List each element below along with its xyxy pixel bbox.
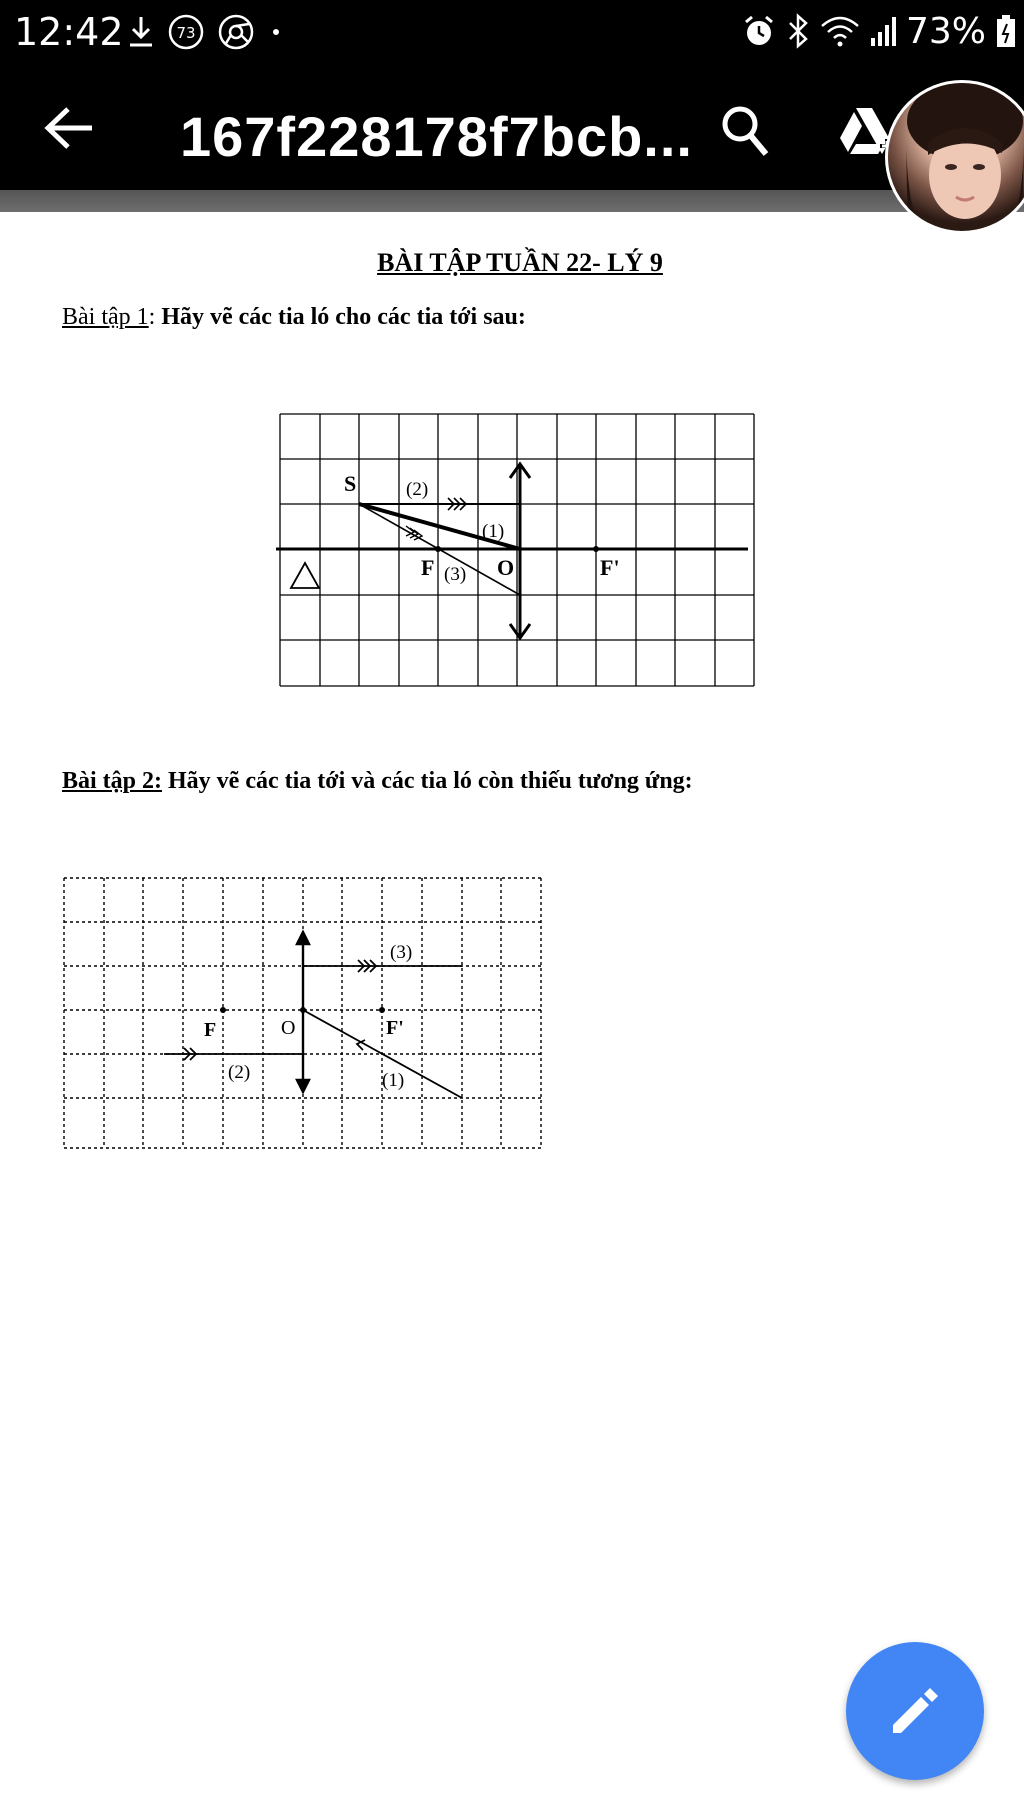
exercise-1-separator: : xyxy=(148,304,162,330)
alarm-icon xyxy=(742,14,776,48)
exercise-1-label: Bài tập 1 xyxy=(62,304,149,330)
exercise-2-heading xyxy=(62,768,693,795)
battery-percent: 73% xyxy=(905,10,986,52)
exercise-2-diagram xyxy=(60,872,550,1152)
label-ray-2: (2) xyxy=(406,479,429,500)
label-f: F xyxy=(421,555,435,580)
battery-icon xyxy=(996,14,1016,48)
toolbar-shadow xyxy=(0,190,1024,212)
back-arrow-icon[interactable] xyxy=(44,106,96,150)
focal-point-f-dot xyxy=(220,1007,226,1013)
exercise-1-diagram xyxy=(276,408,762,692)
notification-badge-count: 73 xyxy=(176,24,196,42)
focal-point-f-prime-dot xyxy=(379,1007,385,1013)
exercise-1-heading xyxy=(62,304,526,331)
focal-point-f-prime-dot xyxy=(593,546,599,552)
edit-button[interactable] xyxy=(846,1642,984,1780)
label-ray-1: (1) xyxy=(382,1070,405,1091)
label-f-prime: F' xyxy=(386,1017,404,1039)
diverging-lens xyxy=(510,464,530,638)
app-toolbar xyxy=(0,64,1024,190)
status-bar xyxy=(0,0,1024,64)
notification-badge-icon xyxy=(168,14,204,50)
lens-symbol xyxy=(291,563,319,588)
edit-pencil-icon xyxy=(885,1681,945,1741)
worksheet-title: BÀI TẬP TUẦN 22- LÝ 9 xyxy=(377,248,663,277)
exercise-2-label: Bài tập 2: xyxy=(62,768,163,794)
status-time: 12:42 xyxy=(14,10,124,54)
label-f: F xyxy=(204,1019,217,1041)
signal-icon xyxy=(870,14,896,48)
search-icon[interactable] xyxy=(720,104,770,158)
wifi-icon xyxy=(820,14,860,48)
chrome-icon xyxy=(218,14,254,50)
label-ray-2: (2) xyxy=(228,1062,251,1083)
label-o: O xyxy=(497,555,515,580)
download-icon xyxy=(128,15,154,49)
label-ray-3: (3) xyxy=(444,564,467,585)
focal-point-f-dot xyxy=(435,546,441,552)
label-f-prime: F' xyxy=(600,555,620,580)
document-title: 167f228178f7bcb... xyxy=(180,105,693,168)
label-ray-3: (3) xyxy=(390,942,413,963)
label-ray-1: (1) xyxy=(482,521,505,542)
status-left-icons xyxy=(128,12,284,52)
bluetooth-icon xyxy=(786,13,810,49)
status-right-icons xyxy=(742,10,1016,52)
dot-icon xyxy=(268,24,284,40)
exercise-1-text: Hãy vẽ các tia ló cho các tia tới sau: xyxy=(161,304,526,330)
label-s: S xyxy=(344,471,357,496)
label-o: O xyxy=(281,1017,296,1039)
exercise-2-text: Hãy vẽ các tia tới và các tia ló còn thiếu tương ứng: xyxy=(162,768,693,794)
